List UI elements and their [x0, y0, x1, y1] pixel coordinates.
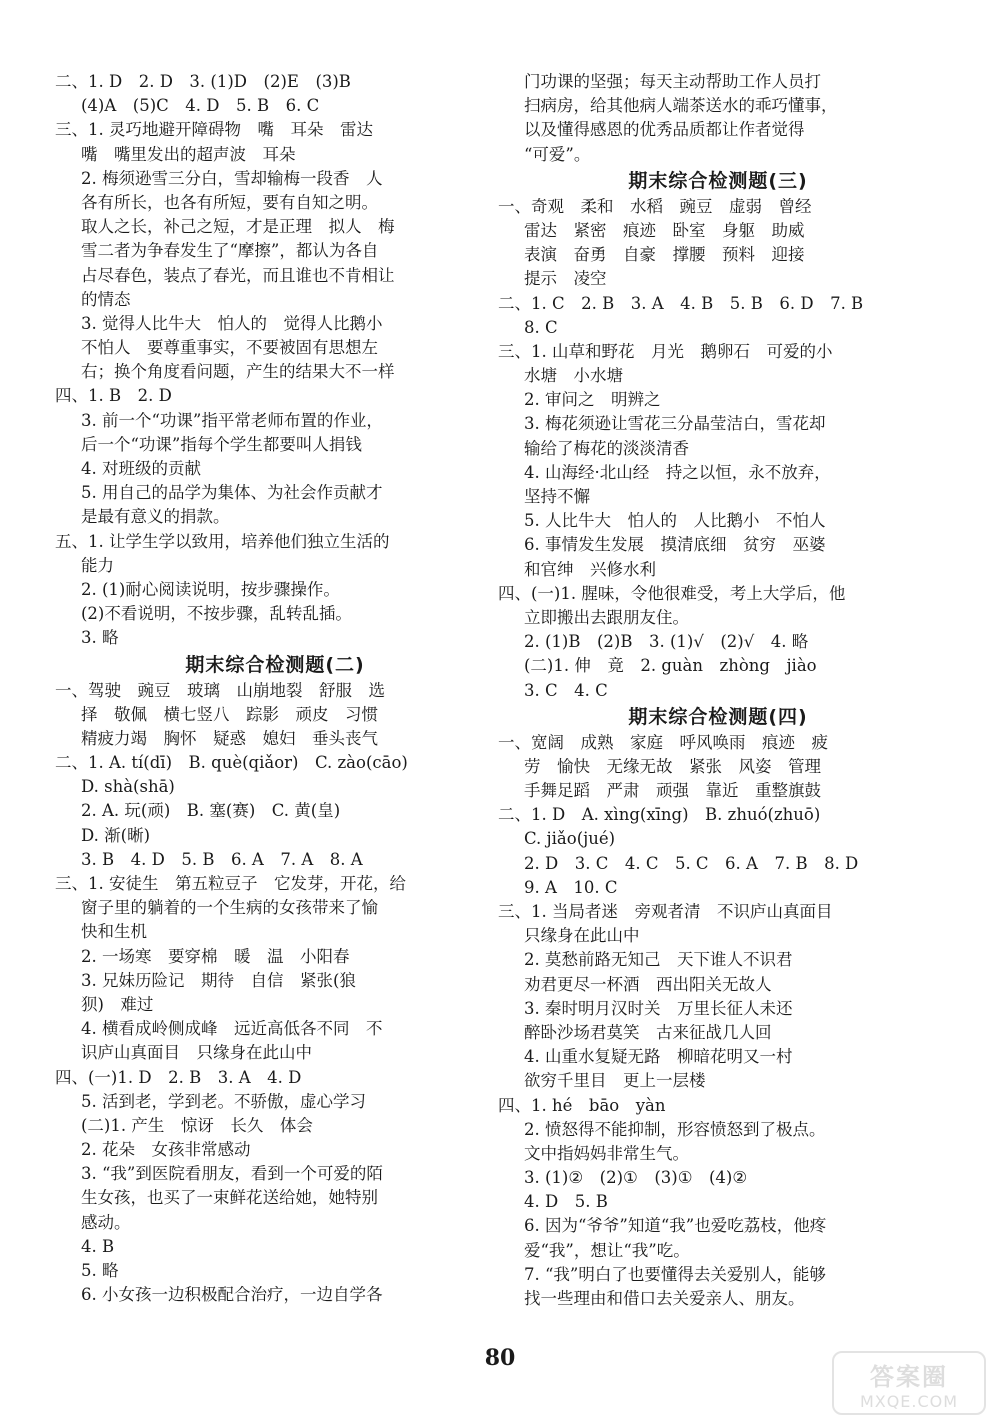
- answer-line: 感动。: [81, 1212, 131, 1232]
- answer-line: 窗子里的躺着的一个生病的女孩带来了愉: [81, 898, 378, 918]
- answer-line: 6. 因为“爷爷”知道“我”也爱吃荔枝，他疼: [524, 1216, 827, 1236]
- answer-line: 四、1. B 2. D: [55, 386, 172, 406]
- answer-line: 水塘 小水塘: [524, 366, 623, 386]
- answer-line: 坚持不懈: [524, 487, 590, 506]
- answer-line: 四、1. hé bāo yàn: [498, 1095, 666, 1115]
- answer-line: 劳 愉快 无缘无故 紧张 风姿 管理: [524, 756, 821, 776]
- answer-line: 4. B: [81, 1236, 115, 1256]
- answer-line: 5. 用自己的品学为集体、为社会作贡献才: [81, 483, 383, 503]
- answer-line: 提示 凌空: [524, 269, 607, 289]
- answer-line: 右；换个角度看问题，产生的结果大不一样: [81, 362, 395, 382]
- answer-line: 2. (1)耐心阅读说明，按步骤操作。: [81, 579, 340, 599]
- answer-line: 雪二者为争春发生了“摩擦”，都认为各自: [81, 241, 379, 261]
- answer-line: (二)1. 伸 竟 2. guàn zhòng jiào: [524, 656, 817, 676]
- answer-line: 3. C 4. C: [524, 680, 608, 700]
- answer-line: 二、1. C 2. B 3. A 4. B 5. B 6. D 7. B: [498, 293, 864, 313]
- answer-line: 择 敬佩 横七竖八 踪影 顽皮 习惯: [81, 704, 378, 724]
- answer-line: 2. 莫愁前路无知己 天下谁人不识君: [524, 950, 793, 970]
- answer-line: 劝君更尽一杯酒 西出阳关无故人: [524, 974, 772, 994]
- answer-line: 3. 兄妹历险记 期待 自信 紧张(狼: [81, 970, 356, 990]
- answer-line: 2. 愤怒得不能抑制，形容愤怒到了极点。: [524, 1119, 826, 1139]
- page-number: 80: [484, 1345, 516, 1371]
- answer-line: 4. D 5. B: [524, 1192, 608, 1212]
- answer-line: 狈) 难过: [81, 994, 154, 1014]
- answer-line: 和官绅 兴修水利: [524, 559, 656, 579]
- answer-line: 2. D 3. C 4. C 5. C 6. A 7. B 8. D: [524, 853, 859, 873]
- answer-line: 以及懂得感恩的优秀品质都让作者觉得: [524, 120, 805, 140]
- answer-line: 3. 秦时明月汉时关 万里长征人未还: [524, 998, 793, 1018]
- answer-line: 9. A 10. C: [524, 877, 618, 897]
- answer-line: 一、奇观 柔和 水稻 豌豆 虚弱 曾经: [498, 196, 812, 216]
- answer-line: (4)A (5)C 4. D 5. B 6. C: [81, 96, 320, 116]
- answer-line: 3. 觉得人比牛大 怕人的 觉得人比鹅小: [81, 313, 383, 333]
- answer-line: 快和生机: [81, 922, 147, 942]
- answer-line: 4. 山海经·北山经 持之以恒，永不放弃，: [524, 462, 831, 482]
- answer-line: 三、1. 当局者迷 旁观者清 不识庐山真面目: [498, 902, 833, 921]
- answer-line: 文中指妈妈非常生气。: [524, 1143, 689, 1163]
- answer-line: 4. 山重水复疑无路 柳暗花明又一村: [524, 1047, 793, 1067]
- answer-line: 3. 略: [81, 628, 119, 648]
- answer-line: 5. 活到老，学到老。不骄傲，虚心学习: [81, 1091, 366, 1111]
- answer-line: 3. 前一个“功课”指平常老师布置的作业，: [81, 410, 383, 430]
- answer-line: 8. C: [524, 317, 558, 337]
- answer-line: 三、1. 灵巧地避开障碍物 嘴 耳朵 雷达: [55, 120, 373, 140]
- answer-line: 2. 花朵 女孩非常感动: [81, 1140, 251, 1160]
- left-column: [55, 70, 495, 1307]
- answer-line: 雷达 紧密 痕迹 卧室 身躯 助威: [524, 220, 805, 240]
- answer-line: 门功课的坚强；每天主动帮助工作人员打: [524, 72, 821, 91]
- answer-line: 爱“我”，想让“我”吃。: [524, 1240, 690, 1260]
- watermark-logo: [832, 1351, 986, 1415]
- answer-line: 手舞足蹈 严肃 顽强 靠近 重整旗鼓: [524, 781, 821, 801]
- answer-line: 4. 横看成岭侧成峰 远近高低各不同 不: [81, 1019, 383, 1039]
- answer-line: 一、宽阔 成熟 家庭 呼风唤雨 痕迹 疲: [498, 732, 828, 752]
- answer-line: 2. (1)B (2)B 3. (1)√ (2)√ 4. 略: [524, 632, 809, 652]
- answer-line: 找一些理由和借口去关爱亲人、朋友。: [524, 1289, 805, 1308]
- answer-line: 五、1. 让学生学以致用，培养他们独立生活的: [55, 531, 390, 551]
- answer-line: 后一个“功课”指每个学生都要叫人捐钱: [81, 434, 362, 454]
- answer-line: 的情态: [81, 289, 131, 309]
- section-heading: 期末综合检测题(四): [628, 705, 808, 728]
- answer-line: 二、1. A. tí(dī) B. què(qiǎor) C. zào(cāo): [55, 753, 408, 773]
- answer-line: 2. 审问之 明辨之: [524, 390, 661, 410]
- answer-line: 三、1. 安徒生 第五粒豆子 它发芽，开花，给: [55, 874, 406, 893]
- answer-line: D. 渐(晰): [81, 825, 151, 845]
- right-column: [498, 70, 938, 1311]
- answer-line: 4. 对班级的贡献: [81, 459, 201, 478]
- answer-line: 四、(一)1. D 2. B 3. A 4. D: [55, 1067, 302, 1087]
- answer-line: 一、驾驶 豌豆 玻璃 山崩地裂 舒服 选: [55, 680, 385, 700]
- answer-line: 7. “我”明白了也要懂得去关爱别人，能够: [524, 1264, 826, 1284]
- answer-line: 3. 梅花须逊让雪花三分晶莹洁白，雪花却: [524, 414, 826, 434]
- answer-line: 生女孩，也买了一束鲜花送给她，她特别: [81, 1188, 378, 1208]
- answer-line: 表演 奋勇 自豪 撑腰 预料 迎接: [524, 245, 805, 265]
- answer-line: 3. “我”到医院看朋友，看到一个可爱的陌: [81, 1164, 383, 1184]
- answer-line: 四、(一)1. 腥味，令他很难受，考上大学后，他: [498, 583, 846, 603]
- answer-line: 嘴 嘴里发出的超声波 耳朵: [81, 144, 296, 164]
- answer-line: (2)不看说明，不按步骤，乱转乱插。: [81, 604, 352, 624]
- section-heading: 期末综合检测题(二): [185, 653, 365, 676]
- answer-line: 三、1. 山草和野花 月光 鹅卵石 可爱的小: [498, 341, 833, 361]
- answer-line: 2. 梅须逊雪三分白，雪却输梅一段香 人: [81, 168, 383, 188]
- answer-line: (二)1. 产生 惊讶 长久 体会: [81, 1115, 313, 1135]
- answer-line: 6. 小女孩一边积极配合治疗，一边自学各: [81, 1285, 383, 1305]
- answer-line: “可爱”。: [524, 144, 591, 164]
- answer-line: 二、1. D 2. D 3. (1)D (2)E (3)B: [55, 72, 351, 91]
- answer-line: 识庐山真面目 只缘身在此山中: [81, 1043, 312, 1063]
- answer-line: 二、1. D A. xìng(xīng) B. zhuó(zhuō): [498, 805, 821, 825]
- answer-line: 3. B 4. D 5. B 6. A 7. A 8. A: [81, 849, 363, 869]
- answer-line: 精疲力竭 胸怀 疑惑 媳妇 垂头丧气: [81, 728, 378, 748]
- answer-line: 占尽春色，装点了春光，而且谁也不肯相让: [81, 265, 395, 285]
- answer-line: 6. 事情发生发展 摸清底细 贫穷 巫婆: [524, 535, 826, 555]
- answer-line: 5. 人比牛大 怕人的 人比鹅小 不怕人: [524, 511, 826, 531]
- answer-line: 扫病房，给其他病人端茶送水的乖巧懂事，: [524, 96, 838, 116]
- answer-line: 欲穷千里目 更上一层楼: [524, 1071, 706, 1091]
- answer-line: 5. 略: [81, 1261, 119, 1280]
- answer-line: 3. (1)② (2)① (3)① (4)②: [524, 1168, 748, 1188]
- answer-line: 醉卧沙场君莫笑 古来征战几人回: [524, 1022, 772, 1042]
- answer-line: 2. 一场寒 要穿棉 暖 温 小阳春: [81, 946, 350, 966]
- answer-line: 是最有意义的捐款。: [81, 507, 230, 527]
- watermark-url: MXQE.COM: [859, 1392, 959, 1411]
- watermark-text: 答案圈: [870, 1363, 948, 1391]
- answer-line: D. shà(shā): [81, 777, 175, 797]
- answer-line: 2. A. 玩(顽) B. 塞(赛) C. 黄(皇): [81, 801, 341, 821]
- answer-line: 不怕人 要尊重事实，不要被固有思想左: [81, 338, 378, 358]
- answer-line: 各有所长，也各有所短，要有自知之明。: [81, 192, 378, 212]
- section-heading: 期末综合检测题(三): [628, 169, 808, 192]
- answer-line: 能力: [81, 555, 114, 575]
- answer-line: C. jiǎo(jué): [524, 829, 616, 849]
- answer-line: 立即搬出去跟朋友住。: [524, 607, 689, 627]
- answer-line: 输给了梅花的淡淡清香: [524, 438, 689, 458]
- answer-line: 取人之长，补己之短，才是正理 拟人 梅: [81, 217, 395, 237]
- answer-line: 只缘身在此山中: [524, 926, 640, 946]
